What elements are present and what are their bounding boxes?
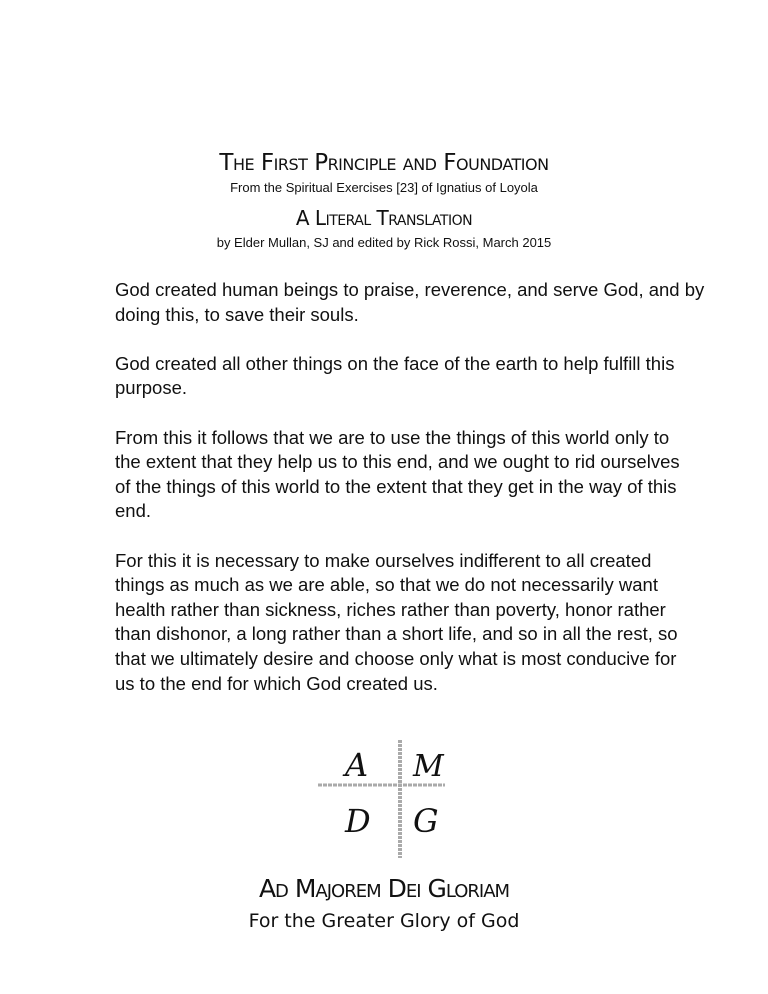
document-body — [115, 278, 705, 721]
text-line: things as much as we are able, so that we do not necessarily want — [115, 574, 658, 596]
text-line: health rather than sickness, riches rather than poverty, honor rather — [115, 598, 666, 620]
text-line: of the things of this world to the extent that they get in the way of this — [115, 475, 677, 497]
text-line: the extent that they help us to this end, and we ought to rid ourselves — [115, 451, 680, 473]
motto: Ad Majorem Dei Gloriam — [258, 874, 510, 903]
byline: by Elder Mullan, SJ and edited by Rick Rossi, March 2015 — [216, 235, 552, 250]
motto-translation: For the Greater Glory of God — [248, 910, 520, 932]
paragraph — [115, 278, 705, 327]
text-line: For this it is necessary to make ourselves indifferent to all created — [115, 549, 652, 571]
text-line: God created all other things on the face of the earth to help fulfill this — [115, 352, 675, 374]
text-line: From this it follows that we are to use the things of this world only to — [115, 426, 670, 448]
document-subtitle: A Literal Translation — [295, 206, 473, 230]
text-line: purpose. — [115, 377, 187, 399]
svg-text:G: G — [413, 802, 439, 840]
text-line: that we ultimately desire and choose only what is most conducive for — [115, 647, 677, 669]
svg-text:A: A — [345, 746, 369, 784]
svg-text:M: M — [413, 749, 444, 784]
paragraph — [115, 549, 678, 697]
paragraph — [115, 352, 675, 401]
text-line: than dishonor, a long rather than a short life, and so in all the rest, so — [115, 623, 678, 645]
svg-text:D: D — [345, 802, 371, 840]
document-title: The First Principle and Foundation — [219, 150, 549, 176]
text-line: us to the end for which God created us. — [115, 672, 438, 694]
text-line: God created human beings to praise, reverence, and serve God, and by — [115, 279, 705, 300]
source-line: From the Spiritual Exercises [23] of Ignatius of Loyola — [230, 180, 538, 195]
text-line: end. — [115, 500, 152, 522]
amdg-cross-logo — [300, 740, 470, 870]
text-line: doing this, to save their souls. — [115, 303, 359, 325]
paragraph — [115, 426, 680, 524]
